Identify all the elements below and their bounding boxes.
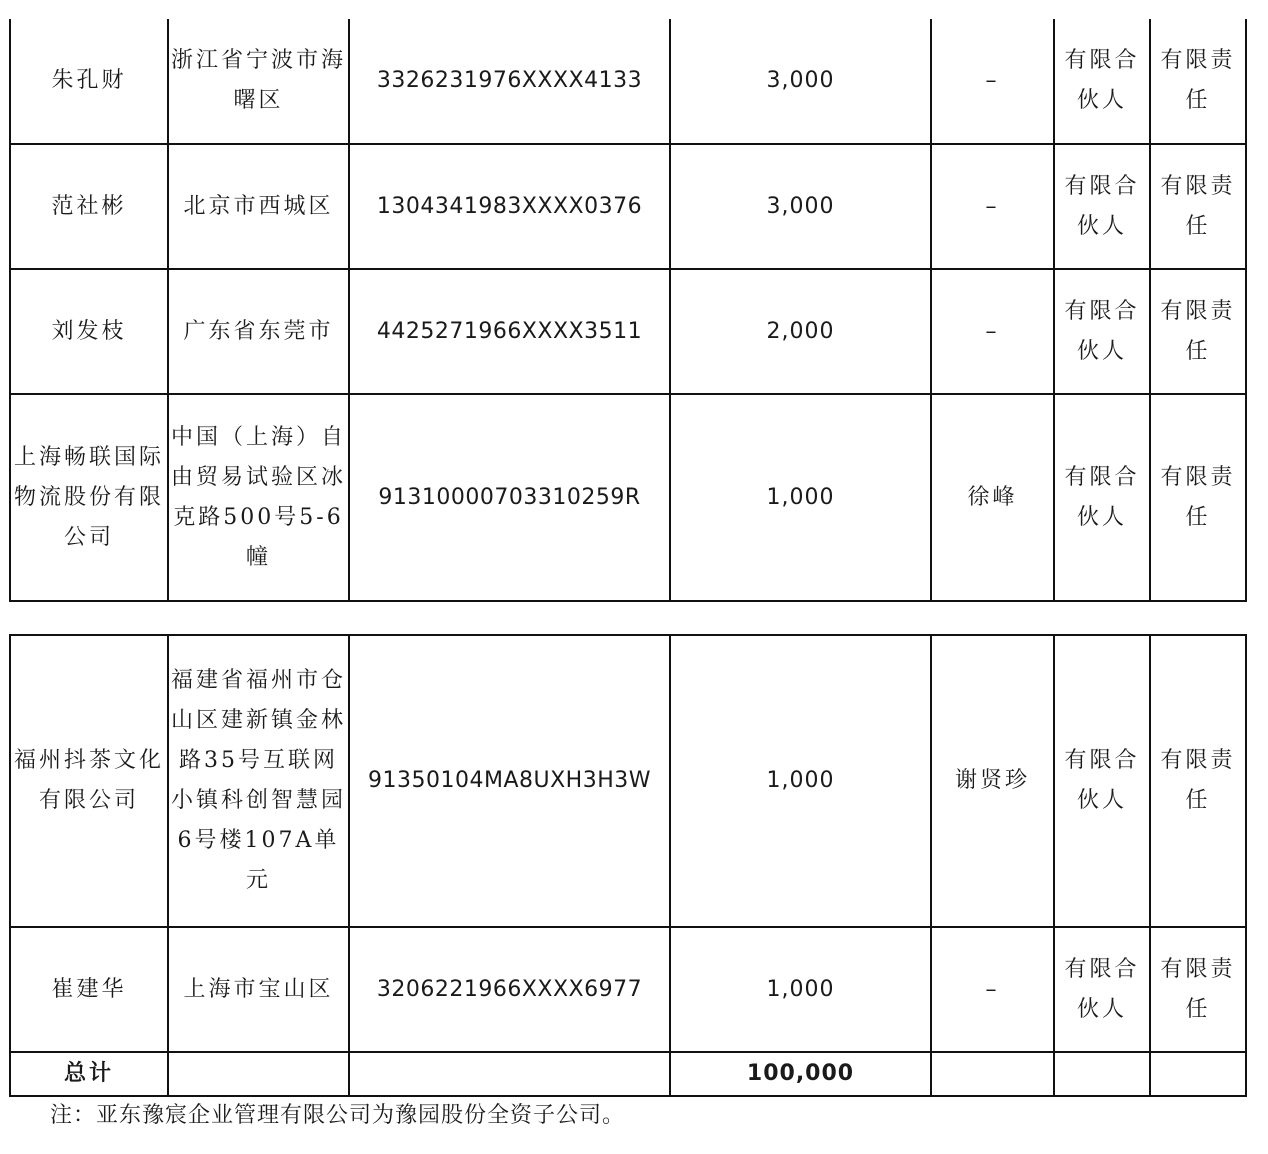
total-empty-cell	[168, 1052, 349, 1096]
partner-liability: 有限责任	[1150, 635, 1246, 927]
partner-amount: 1,000	[670, 635, 931, 927]
partner-name: 崔建华	[10, 927, 168, 1052]
table-row	[10, 635, 1246, 927]
partner-liability: 有限责任	[1150, 269, 1246, 394]
footnote: 注：亚东豫宸企业管理有限公司为豫园股份全资子公司。	[50, 1103, 626, 1128]
table-row	[10, 269, 1246, 394]
total-empty-cell	[349, 1052, 670, 1096]
table-row	[10, 927, 1246, 1052]
partner-type: 有限合伙人	[1054, 144, 1150, 269]
partner-amount: 3,000	[670, 19, 931, 144]
partner-type: 有限合伙人	[1054, 394, 1150, 601]
partner-name: 范社彬	[10, 144, 168, 269]
partner-name: 朱孔财	[10, 19, 168, 144]
partner-address: 浙江省宁波市海曙区	[168, 19, 349, 144]
partner-id: 3206221966XXXX6977	[349, 927, 670, 1052]
partner-name: 福州抖茶文化有限公司	[10, 635, 168, 927]
partner-id: 91310000703310259R	[349, 394, 670, 601]
partner-amount: 2,000	[670, 269, 931, 394]
partner-address: 广东省东莞市	[168, 269, 349, 394]
total-empty-cell	[1054, 1052, 1150, 1096]
table-row	[10, 144, 1246, 269]
partner-address: 福建省福州市仓山区建新镇金林路35号互联网小镇科创智慧园6号楼107A单元	[168, 635, 349, 927]
partner-amount: 3,000	[670, 144, 931, 269]
total-amount: 100,000	[670, 1052, 931, 1096]
partner-amount: 1,000	[670, 394, 931, 601]
partner-liability: 有限责任	[1150, 394, 1246, 601]
partner-type: 有限合伙人	[1054, 19, 1150, 144]
total-label: 总计	[10, 1052, 168, 1096]
partner-id: 91350104MA8UXH3H3W	[349, 635, 670, 927]
partner-representative: –	[931, 144, 1054, 269]
partner-name: 上海畅联国际物流股份有限公司	[10, 394, 168, 601]
partner-liability: 有限责任	[1150, 144, 1246, 269]
partner-type: 有限合伙人	[1054, 269, 1150, 394]
total-empty-cell	[931, 1052, 1054, 1096]
partner-representative: –	[931, 19, 1054, 144]
partner-name: 刘发枝	[10, 269, 168, 394]
partners-table-top	[9, 19, 1247, 602]
partner-id: 4425271966XXXX3511	[349, 269, 670, 394]
partner-representative: 谢贤珍	[931, 635, 1054, 927]
partner-address: 上海市宝山区	[168, 927, 349, 1052]
partner-liability: 有限责任	[1150, 19, 1246, 144]
partner-representative: –	[931, 269, 1054, 394]
table-row	[10, 19, 1246, 144]
partner-representative: –	[931, 927, 1054, 1052]
partner-id: 3326231976XXXX4133	[349, 19, 670, 144]
partners-table-bottom	[9, 634, 1247, 1097]
table-row	[10, 394, 1246, 601]
total-row	[10, 1052, 1246, 1096]
partner-address: 北京市西城区	[168, 144, 349, 269]
partner-type: 有限合伙人	[1054, 635, 1150, 927]
partner-type: 有限合伙人	[1054, 927, 1150, 1052]
partner-amount: 1,000	[670, 927, 931, 1052]
partner-liability: 有限责任	[1150, 927, 1246, 1052]
partner-representative: 徐峰	[931, 394, 1054, 601]
partner-id: 1304341983XXXX0376	[349, 144, 670, 269]
partner-address: 中国（上海）自由贸易试验区冰克路500号5-6幢	[168, 394, 349, 601]
total-empty-cell	[1150, 1052, 1246, 1096]
